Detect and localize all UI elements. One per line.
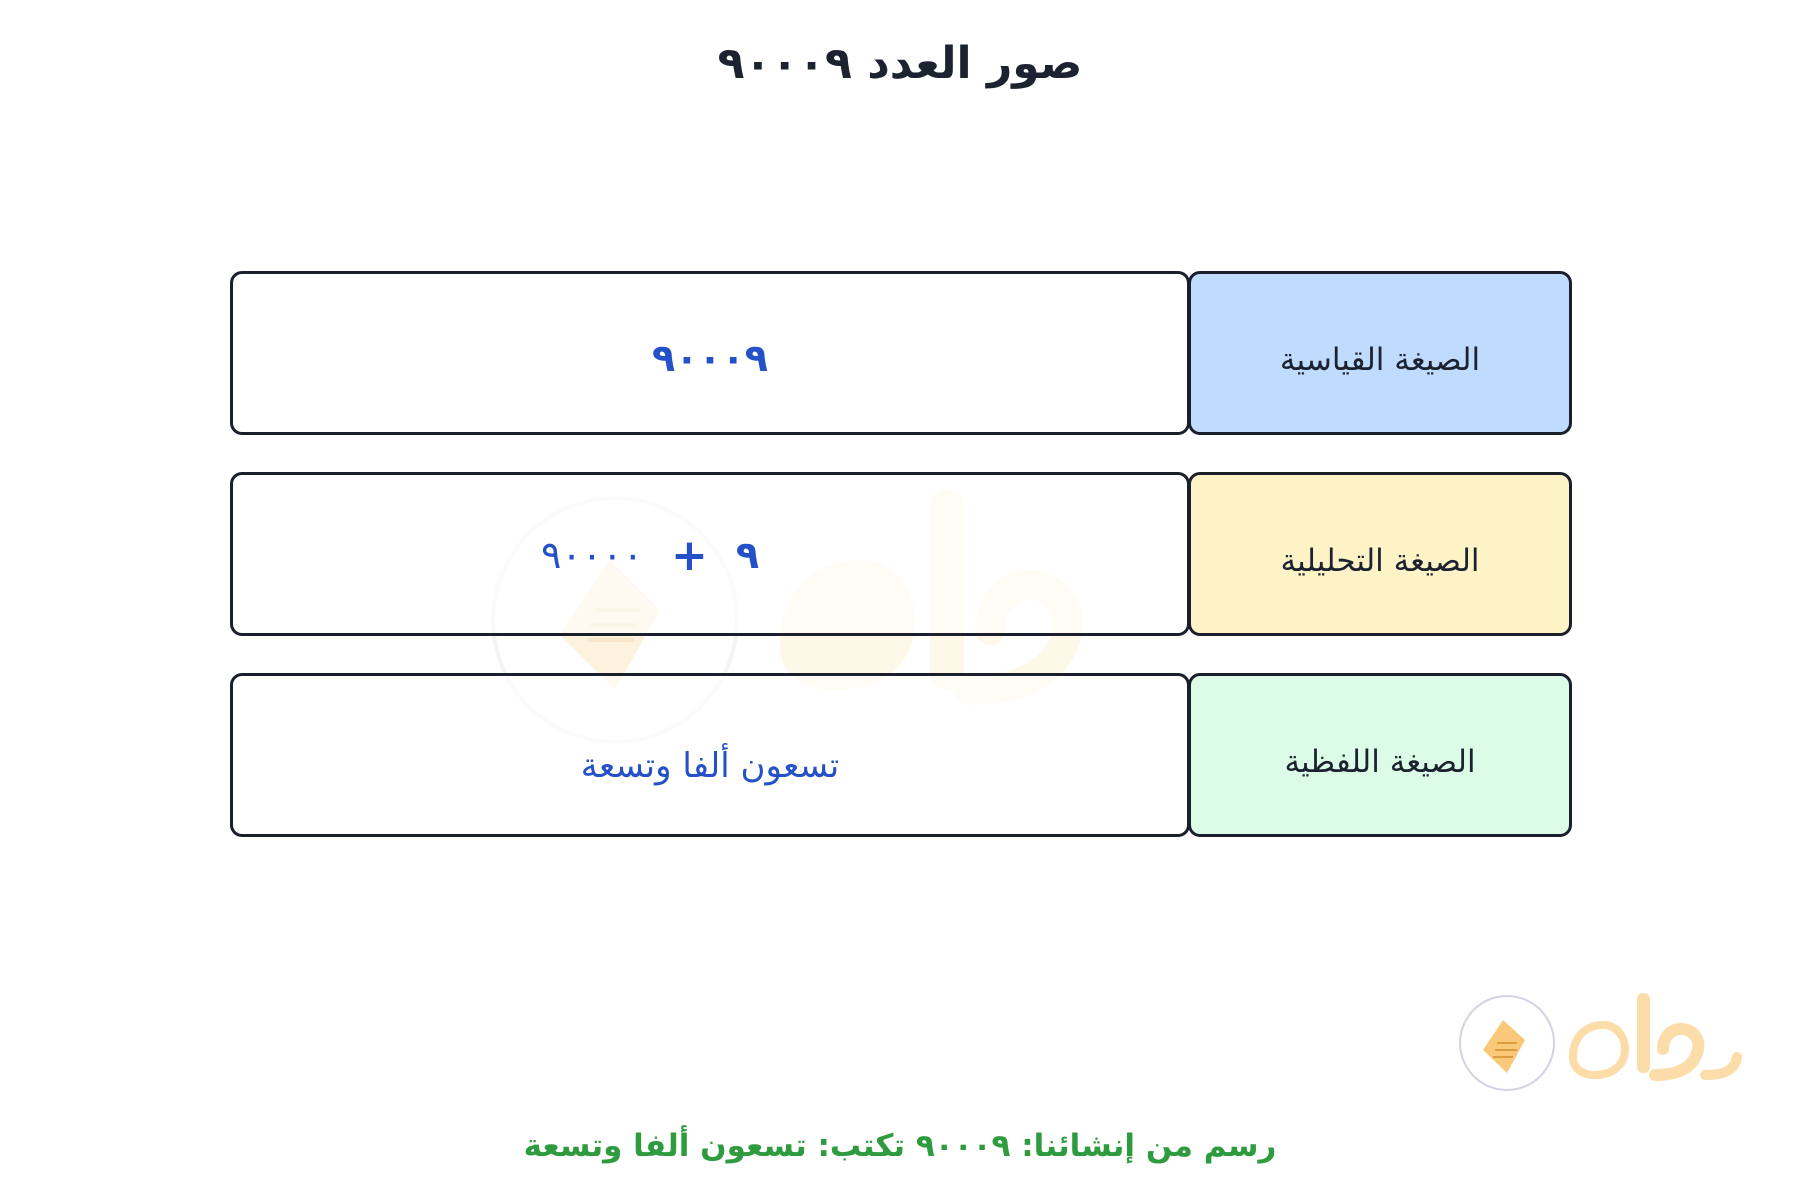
expanded-form-row [230, 472, 1572, 636]
standard-form-label: الصيغة القياسية [1188, 271, 1572, 435]
expanded-form-label: الصيغة التحليلية [1188, 472, 1572, 636]
plus-sign: + [671, 529, 708, 581]
book-logo-icon [1455, 985, 1765, 1095]
standard-form-value: ٩٠٠٠٩ [230, 271, 1190, 435]
watermark-logo-corner [1455, 985, 1765, 1095]
standard-form-row [230, 271, 1572, 435]
expanded-term-ten-thousands: ٩٠٠٠٠ [540, 533, 643, 577]
footer-caption: رسم من إنشائنا: ٩٠٠٠٩ تكتب: تسعون ألفا وتسعة [523, 1128, 1277, 1164]
word-form-label: الصيغة اللفظية [1188, 673, 1572, 837]
expanded-form-value [230, 472, 1190, 636]
word-form-row [230, 673, 1572, 837]
word-form-value: تسعون ألفا وتسعة [230, 673, 1190, 837]
expanded-form-expression [541, 530, 759, 581]
page-title: صور العدد ٩٠٠٠٩ [717, 38, 1083, 89]
expanded-term-ones: ٩ [735, 533, 760, 577]
